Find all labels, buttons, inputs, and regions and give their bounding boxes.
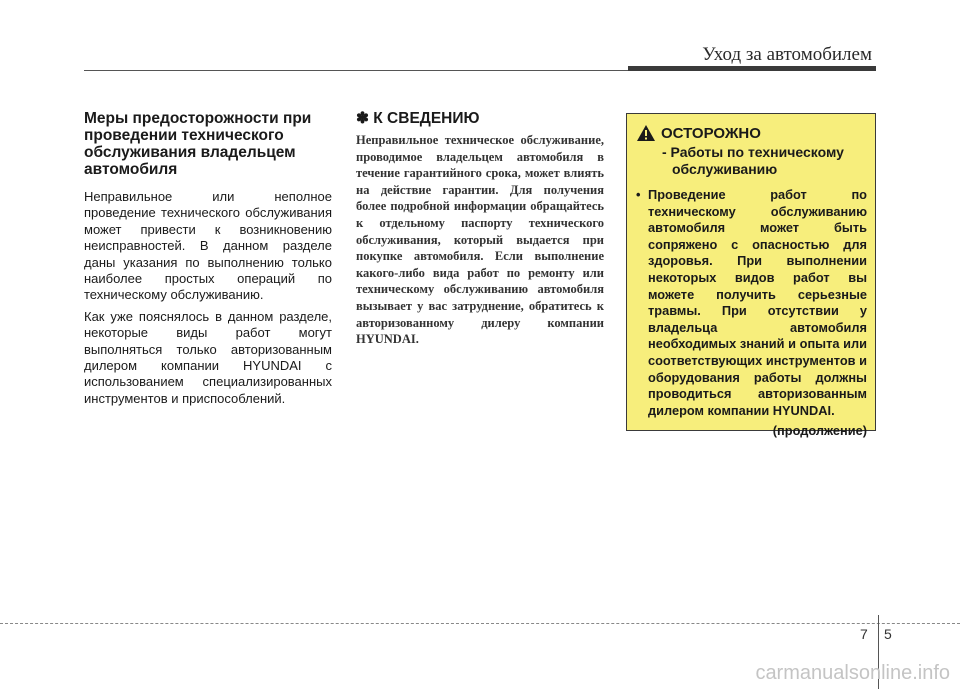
footer-rule [0,623,960,624]
notice-heading: ✽ К СВЕДЕНИЮ [356,110,480,127]
watermark: carmanualsonline.info [755,662,950,684]
notice-text: Неправильное техническое обслуживание, проводимое владельцем автомобиля в течение гарантийного срока, может влиять на действие гарантии. Для получения более подробной информации обращайтесь к отдельному паспорту технического обслуживания, который выдается при покупке автомобиля. Если выполнение какого-либо вида работ по ремонту или техническому обслуживанию автомобиля вызывает у вас затруднение, обратитесь к авторизованному дилеру компании HYUNDAI. [356,133,604,347]
caution-title: ОСТОРОЖНО [661,124,761,142]
paragraph-1: Неправильное или неполное проведение технического обслуживания может привести к возникновению неисправностей. В данном разделе даны указания по выполнению только наиболее простых операций по техническому обслуживанию. [84,189,332,303]
caution-continued: (продолжение) [772,423,867,439]
page-chapter-number: 7 [860,626,868,642]
paragraph-2: Как уже пояснялось в данном разделе, некоторые виды работ могут выполняться только авторизованным дилером компании HYUNDAI с использованием специализированных инструментов и приспособлений. [84,308,332,406]
caution-bullet: • [636,187,641,202]
caution-subtitle: - Работы по техническому обслуживанию [662,144,844,177]
section-heading: Меры предосторожности при проведении технического обслуживания владельцем автомобиля [84,110,312,178]
header-rule-thin [84,70,628,71]
notice-column [356,110,604,348]
header-title: Уход за автомобилем [702,44,872,65]
caution-body [636,187,867,419]
caution-box [626,113,876,439]
caution-header [636,124,867,142]
page-number: 5 [884,626,892,642]
caution-text: Проведение работ по техническому обслуживанию автомобиля может быть сопряжено с опасностью для здоровья. При выполнении некоторых видов работ вы можете получить серьезные травмы. При отсутствии у владельца автомобиля необходимых знаний и опыта или соответствующих инструментов и оборудования работы должны проводиться авторизованным дилером компании HYUNDAI. [648,187,867,418]
header-rule-thick [628,66,876,71]
left-column [84,110,332,412]
warning-triangle-icon [636,124,656,142]
